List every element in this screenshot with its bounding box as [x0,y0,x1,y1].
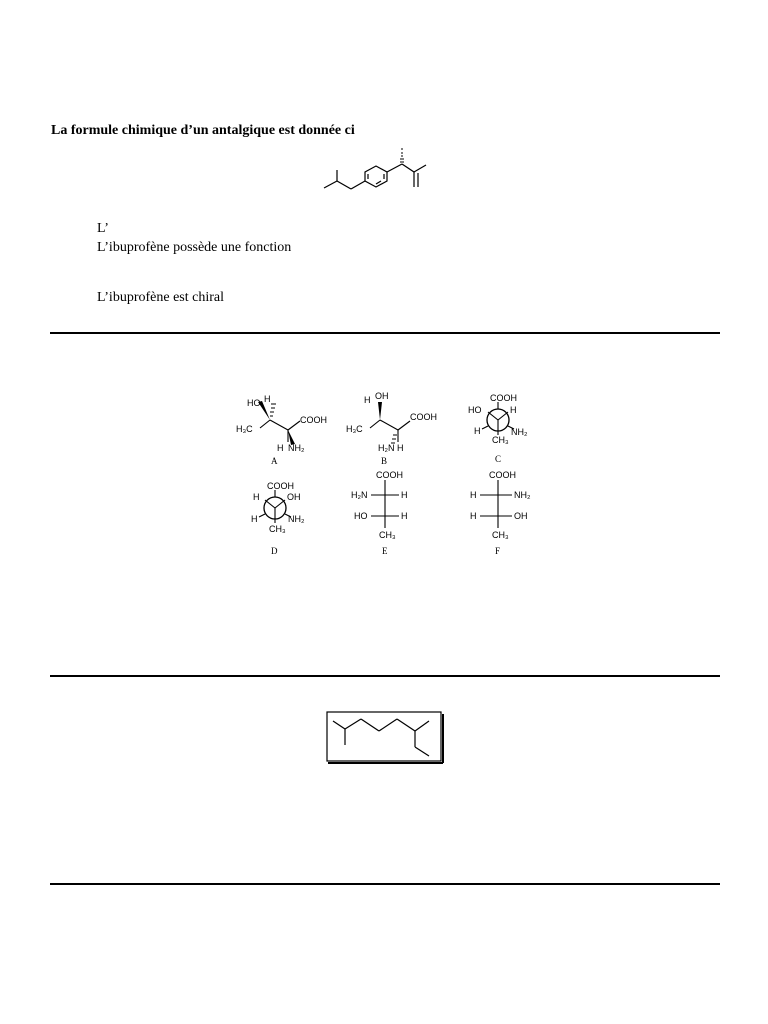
structure-c [460,390,540,470]
structure-a [230,390,330,470]
label-ch3: CH₃ [379,530,396,540]
label-nh2: NH₂ [511,427,528,437]
label-h: H [277,443,284,453]
label-h3c: H₃C [236,424,253,434]
label-h3c: H₃C [346,424,363,434]
label-h: H [397,443,404,453]
ibuprofen-structure [318,143,438,201]
label-oh: OH [375,391,389,401]
label-cooh: COOH [376,470,403,480]
label-cooh: COOH [489,470,516,480]
label-ho: HO [354,511,368,521]
label-h: H [401,511,408,521]
label-h: H [401,490,408,500]
structure-e [345,468,425,560]
section-divider [50,332,720,334]
statement-2: L’ibuprofène possède une fonction [97,240,292,255]
label-cooh: COOH [300,415,327,425]
label-cooh: COOH [410,412,437,422]
label-cooh: COOH [267,481,294,491]
section-divider [50,675,720,677]
structure-letter: F [495,546,501,556]
label-h: H [510,405,517,415]
label-h: H [253,492,260,502]
label-ch3: CH₃ [492,530,509,540]
structure-letter: C [495,454,502,464]
label-ch3: CH₃ [492,435,509,445]
structure-b [340,390,440,470]
label-oh: OH [514,511,528,521]
label-ch3: CH₃ [269,524,286,534]
structure-d [240,478,320,560]
label-h: H [364,395,371,405]
alkane-structure [323,709,447,767]
structure-letter: D [271,546,278,556]
structure-letter: E [382,546,388,556]
label-cooh: COOH [490,393,517,403]
section-divider [50,883,720,885]
structure-f [458,468,538,560]
label-oh: OH [287,492,301,502]
label-nh2: NH₂ [288,514,305,524]
label-h: H [264,394,271,404]
label-h2n: H₂N [378,443,395,453]
label-h2n: H₂N [351,490,368,500]
label-ho: HO [468,405,482,415]
statement-1: L’ [97,221,109,236]
label-h: H [251,514,258,524]
structure-letter: A [271,456,278,466]
label-ho: HO [247,398,261,408]
label-h: H [470,511,477,521]
label-h: H [474,426,481,436]
structure-letter: B [381,456,388,466]
label-h: H [470,490,477,500]
question-title: La formule chimique d’un antalgique est donnée ci [51,123,355,138]
statement-3: L’ibuprofène est chiral [97,290,224,305]
label-nh2: NH₂ [288,443,305,453]
label-nh2: NH₂ [514,490,531,500]
